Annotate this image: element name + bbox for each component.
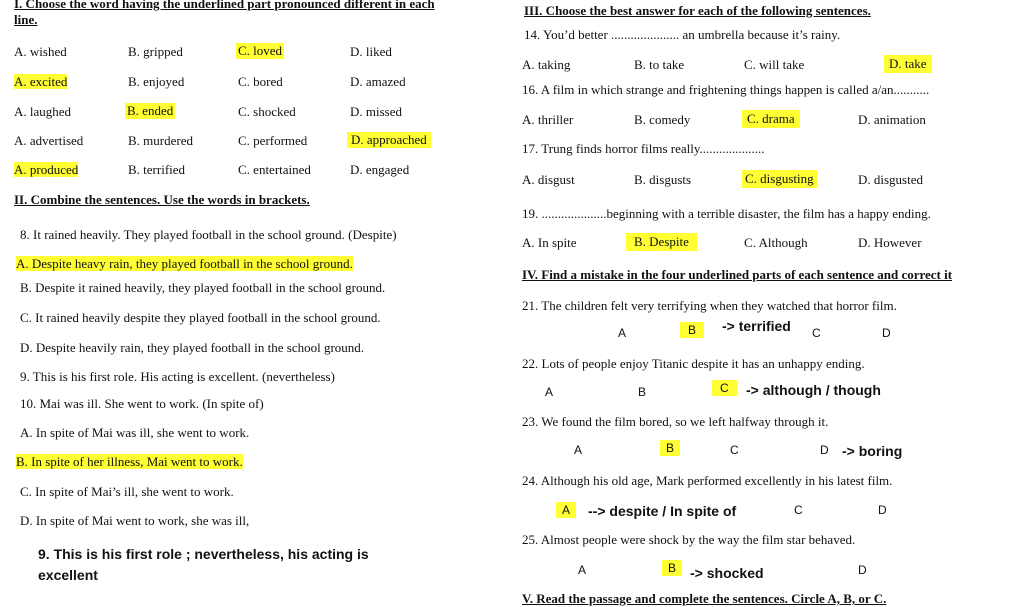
q2-option-a-text: A. excited (14, 74, 68, 89)
q22-letter-c-highlighted: C (712, 380, 737, 396)
q24-letter-d: D (878, 503, 887, 517)
q21-letter-b-highlighted: B (680, 322, 704, 338)
section2-heading: II. Combine the sentences. Use the words in brackets. (14, 192, 310, 207)
q8-option-a-text: A. Despite heavy rain, they played football in the school ground. (16, 256, 353, 271)
q2-option-d: D. amazed (350, 74, 406, 89)
q2-option-b: B. enjoyed (128, 74, 185, 89)
q10-option-b-text: B. In spite of her illness, Mai went to work. (16, 454, 243, 469)
q16-option-b: B. comedy (634, 112, 691, 127)
q23-letter-d: D (820, 443, 829, 457)
q19-question: 19. ....................beginning with a terrible disaster, the film has a happy ending. (522, 206, 931, 221)
q25-letter-d: D (858, 563, 867, 577)
q1-option-c-highlighted: C. loved (238, 43, 283, 58)
q24-letter-a-highlighted: A (556, 502, 576, 518)
q3-option-d: D. missed (350, 104, 402, 119)
section1-heading-line1: I. Choose the word having the underlined part pronounced different in each (14, 0, 435, 11)
section3-heading: III. Choose the best answer for each of the following sentences. (524, 3, 871, 18)
q14-question: 14. You’d better ..................... an umbrella because it’s rainy. (524, 27, 841, 42)
q24-question: 24. Although his old age, Mark performed excellently in his latest film. (522, 473, 893, 488)
q1-option-b: B. gripped (128, 44, 183, 59)
q17-option-a: A. disgust (522, 172, 575, 187)
q9-answer-line2: excellent (38, 567, 98, 583)
q24-letter-c: C (794, 503, 803, 517)
q14-option-d-highlighted: D. take (884, 55, 932, 73)
q4-option-c: C. performed (238, 133, 308, 148)
q25-correction-note: -> shocked (690, 565, 764, 581)
q22-question: 22. Lots of people enjoy Titanic despite it has an unhappy ending. (522, 356, 865, 371)
q10-option-a: A. In spite of Mai was ill, she went to work. (20, 425, 250, 440)
q2-option-a-highlighted (14, 74, 67, 90)
q22-correction-note: -> although / though (746, 382, 881, 398)
q14-option-a: A. taking (522, 57, 571, 72)
q3-option-b-highlighted: B. ended (127, 103, 174, 118)
q21-question: 21. The children felt very terrifying when they watched that horror film. (522, 298, 897, 313)
q10-option-b-highlighted (16, 454, 243, 470)
q2-option-c: C. bored (238, 74, 283, 89)
section4-heading: IV. Find a mistake in the four underlined parts of each sentence and correct it (522, 267, 953, 282)
q4-option-b: B. murdered (128, 133, 193, 148)
q24-correction-note: --> despite / In spite of (588, 503, 737, 519)
q3-option-a: A. laughed (14, 104, 72, 119)
q10-question: 10. Mai was ill. She went to work. (In spite of) (20, 396, 264, 411)
q14-option-c: C. will take (744, 57, 805, 72)
q23-letter-a: A (574, 443, 583, 457)
q21-correction-note: -> terrified (722, 318, 791, 334)
q5-option-a-highlighted (14, 162, 78, 178)
q5-option-c: C. entertained (238, 162, 311, 177)
q10-option-c: C. In spite of Mai’s ill, she went to work. (20, 484, 234, 499)
q8-option-b: B. Despite it rained heavily, they played football in the school ground. (20, 280, 386, 295)
q19-option-c: C. Although (744, 235, 808, 250)
q19-option-b-highlighted: B. Despite (626, 233, 697, 251)
q23-question: 23. We found the film bored, so we left halfway through it. (522, 414, 829, 429)
q16-option-c-highlighted: C. drama (742, 110, 800, 128)
section1-heading-line2: line. (14, 12, 38, 27)
q4-option-d-highlighted: D. approached (347, 132, 431, 148)
q8-option-c: C. It rained heavily despite they played football in the school ground. (20, 310, 381, 325)
q23-letter-c: C (730, 443, 739, 457)
q25-letter-a: A (578, 563, 587, 577)
q22-letter-b: B (638, 385, 647, 399)
q23-letter-b-highlighted: B (660, 440, 680, 456)
q4-option-a: A. advertised (14, 133, 84, 148)
q3-option-c: C. shocked (238, 104, 296, 119)
q22-letter-a: A (545, 385, 554, 399)
q21-letter-a: A (618, 326, 627, 340)
q8-option-a-highlighted (16, 256, 353, 272)
q1-option-d: D. liked (350, 44, 392, 59)
q19-option-a: A. In spite (522, 235, 577, 250)
q16-option-d: D. animation (858, 112, 926, 127)
q17-option-b: B. disgusts (634, 172, 692, 187)
q9-answer-line1: 9. This is his first role ; nevertheless, his acting is (38, 546, 369, 562)
q23-correction-note: -> boring (842, 443, 903, 459)
q16-question: 16. A film in which strange and frightening things happen is called a/an........... (522, 82, 930, 97)
q10-option-d: D. In spite of Mai went to work, she was ill, (20, 513, 250, 528)
q17-option-d: D. disgusted (858, 172, 923, 187)
q9-question: 9. This is his first role. His acting is excellent. (nevertheless) (20, 369, 335, 384)
q8-option-d: D. Despite heavily rain, they played football in the school ground. (20, 340, 365, 355)
q5-option-d: D. engaged (350, 162, 410, 177)
q17-question: 17. Trung finds horror films really.................... (522, 141, 765, 156)
section5-heading: V. Read the passage and complete the sentences. Circle A, B, or C. (522, 591, 887, 606)
q5-option-b: B. terrified (128, 162, 186, 177)
q5-option-a-text: A. produced (14, 162, 79, 177)
q1-option-a: A. wished (14, 44, 67, 59)
q14-option-b: B. to take (634, 57, 685, 72)
q17-option-c-highlighted: C. disgusting (742, 170, 817, 188)
q25-letter-b-highlighted: B (662, 560, 682, 576)
q16-option-a: A. thriller (522, 112, 574, 127)
q21-letter-d: D (882, 326, 891, 340)
q25-question: 25. Almost people were shock by the way the film star behaved. (522, 532, 856, 547)
q19-option-d: D. However (858, 235, 922, 250)
q8-question: 8. It rained heavily. They played football in the school ground. (Despite) (20, 227, 397, 242)
q21-letter-c: C (812, 326, 821, 340)
